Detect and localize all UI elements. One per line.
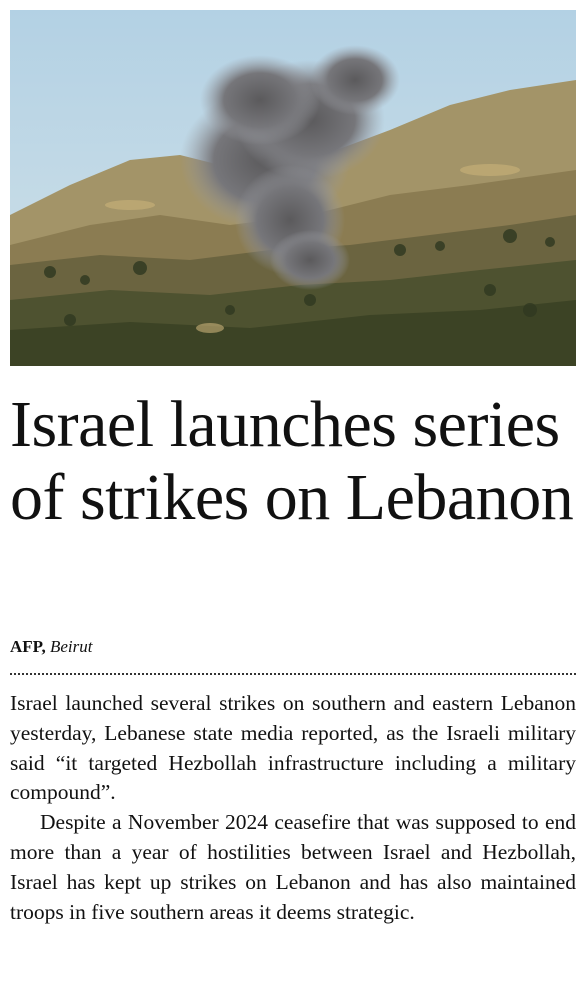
paragraph: Israel launched several strikes on southern and eastern Lebanon yesterday, Lebanese state media reported, as the Israeli military said “it targeted Hezbollah infrastructure including a military compound”.	[10, 691, 576, 805]
byline	[10, 636, 93, 658]
paragraph: Despite a November 2024 ceasefire that was supposed to end more than a year of hostilities between Israel and Hezbollah, Israel has kept up strikes on Lebanon and has also maintained troops in five southern areas it deems strategic.	[10, 810, 576, 924]
smoke-over-hills-image	[10, 10, 576, 366]
headline: Israel launches series of strikes on Lebanon	[10, 388, 574, 534]
byline-agency: AFP,	[10, 637, 46, 656]
dotted-divider	[10, 673, 576, 675]
article-body	[10, 689, 576, 927]
byline-location: Beirut	[50, 637, 93, 656]
article-photo	[10, 10, 576, 366]
